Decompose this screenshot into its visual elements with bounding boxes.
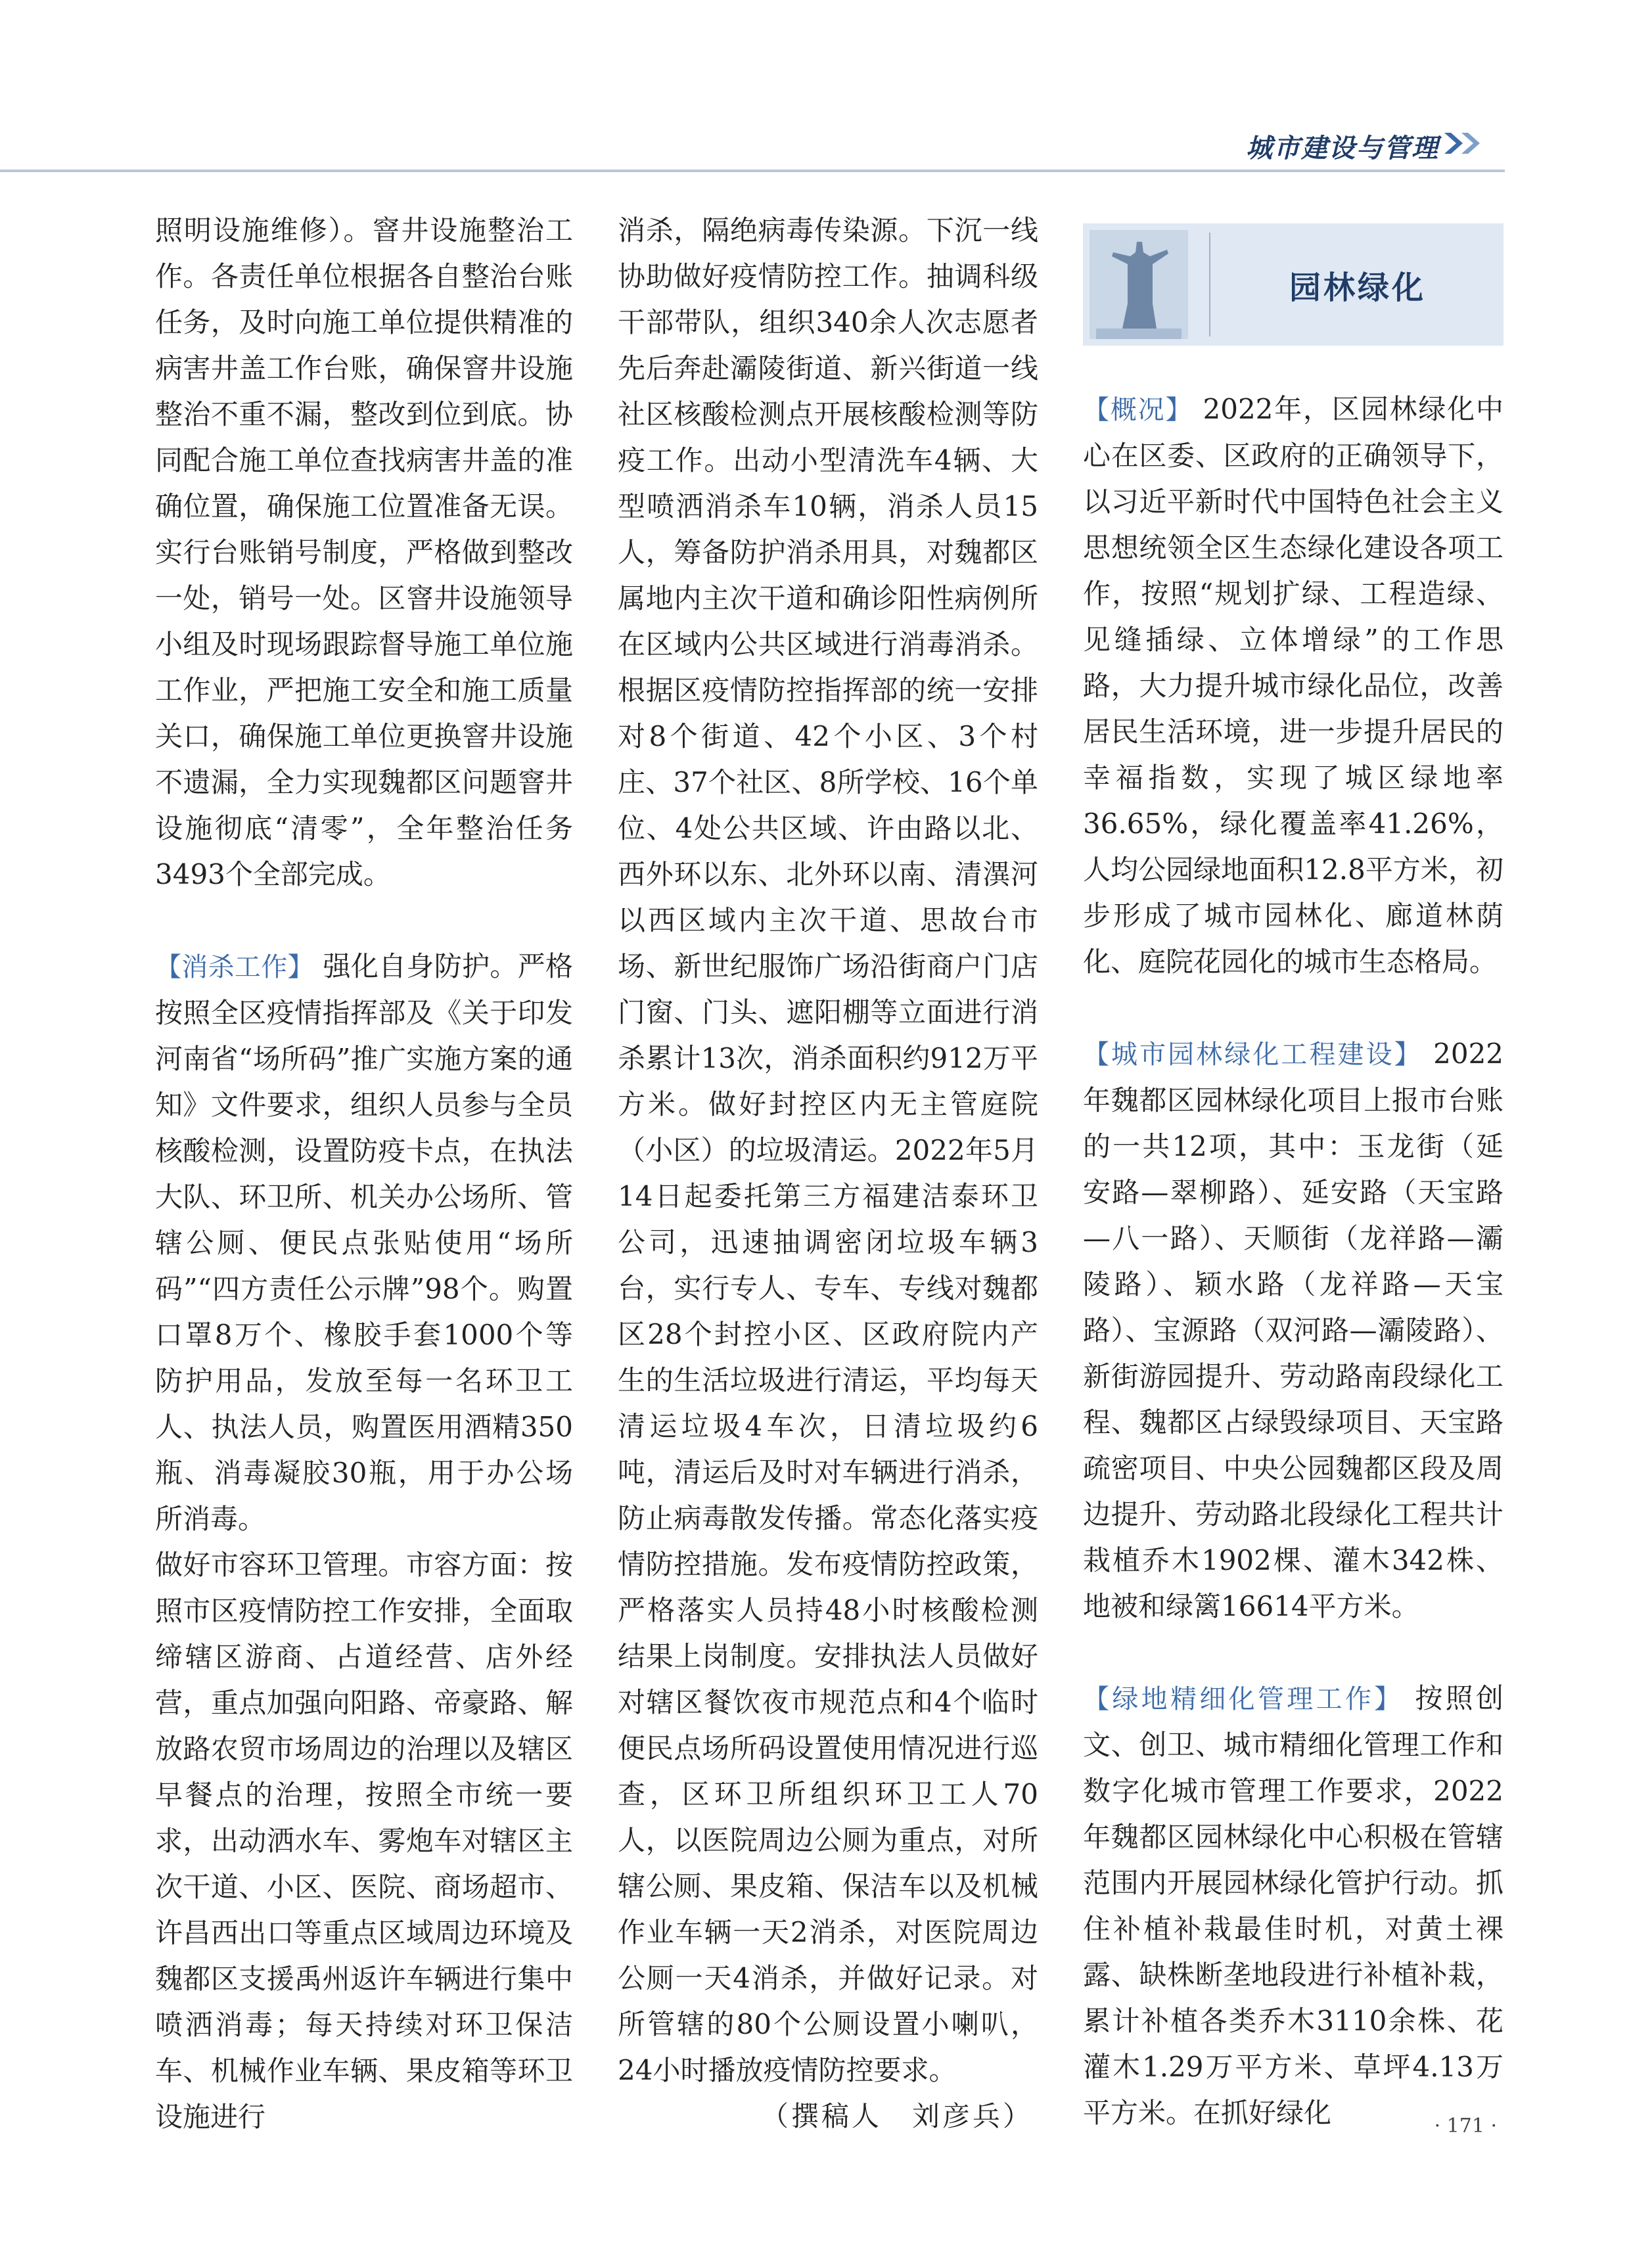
paragraph: 【消杀工作】 强化自身防护。严格按照全区疫情指挥部及《关于印发河南省“场所码”推广实施方案的通知》文件要求，组织人员参与全员核酸检测，设置防疫卡点，在执法大队、环卫所、机关办公场所、管辖公厕、便民点张贴使用“场所码”“四方责任公示牌”98个。购置口罩8万个、橡胶手套1000个等防护用品，发放至每一名环卫工人、执法人员，购置医用酒精350瓶、消毒凝胶30瓶，用于办公场所消毒。 (155, 950, 573, 1535)
paragraph: 【概况】 2022年，区园林绿化中心在区委、区政府的正确领导下，以习近平新时代中国特色社会主义思想统领全区生态绿化建设各项工作，按照“规划扩绿、工程造绿、见缝插绿、立体增绿”的工作思路，大力提升城市绿化品位，改善居民生活环境，进一步提升居民的幸福指数，实现了城区绿地率36.65%，绿化覆盖率41.26%，人均公园绿地面积12.8平方米，初步形成了城市园林化、廊道林荫化、庭院花园化的城市生态格局。 (1083, 393, 1504, 978)
column-right (1083, 386, 1503, 2136)
paragraph: 照明设施维修）。窨井设施整治工作。各责任单位根据各自整治台账任务，及时向施工单位提供精准的病害井盖工作台账，确保窨井设施整治不重不漏，整改到位到底。协同配合施工单位查找病害井盖的准确位置，确保施工位置准备无误。实行台账销号制度，严格做到整改一处，销号一处。区窨井设施领导小组及时现场跟踪督导施工单位施工作业，严把施工安全和施工质量关口，确保施工单位更换窨井设施不遗漏，全力实现魏都区问题窨井设施彻底“清零”，全年整治任务3493个全部完成。 (155, 214, 573, 890)
double-chevron-right-icon (1442, 130, 1485, 156)
section-tag: 【概况】 (1083, 395, 1193, 425)
column-left (155, 208, 573, 2140)
section-tag: 【消杀工作】 (155, 952, 314, 982)
paragraph: 【城市园林绿化工程建设】 2022年魏都区园林绿化项目上报市台账的一共12项，其中：玉龙街（延安路—翠柳路）、延安路（天宝路—八一路）、天顺街（龙祥路—灞陵路）、颖水路（龙祥路—天宝路）、宝源路（双河路—灞陵路）、新街游园提升、劳动路南段绿化工程、魏都区占绿毁绿项目、天宝路疏密项目、中央公园魏都区段及周边提升、劳动路北段绿化工程共计栽植乔木1902棵、灌木342株、地被和绿篱16614平方米。 (1083, 1038, 1504, 1622)
section-tag: 【绿地精细化管理工作】 (1083, 1684, 1404, 1714)
paragraph: 做好市容环卫管理。市容方面：按照市区疫情防控工作安排，全面取缔辖区游商、占道经营、店外经营，重点加强向阳路、帝豪路、解放路农贸市场周边的治理以及辖区早餐点的治理，按照全市统一要求，出动洒水车、雾炮车对辖区主次干道、小区、医院、商场超市、许昌西出口等重点区域周边环境及魏都区支援禹州返许车辆进行集中喷洒消毒；每天持续对环卫保洁车、机械作业车辆、果皮箱等环卫设施进行 (155, 1549, 573, 2133)
column-middle (618, 208, 1038, 2139)
author-credit: （撰稿人 刘彦兵） (760, 2100, 1033, 2132)
banner-divider (1209, 233, 1210, 336)
running-header (1157, 126, 1505, 170)
header-rule (0, 170, 1505, 172)
header-title: 城市建设与管理 (1246, 133, 1439, 164)
page-number: · 171 · (1434, 2115, 1497, 2138)
section-banner (1083, 223, 1503, 346)
section-title: 园林绿化 (1289, 269, 1426, 306)
paragraph: 【绿地精细化管理工作】 按照创文、创卫、城市精细化管理工作和数字化城市管理工作要求，2022年魏都区园林绿化中心积极在管辖范围内开展园林绿化管护行动。抓住补植补栽最佳时机，对黄土裸露、缺株断垄地段进行补植补栽，累计补植各类乔木3110余株、花灌木1.29万平方米、草坪4.13万平方米。在抓好绿化 (1083, 1682, 1503, 2129)
section-tag: 【城市园林绿化工程建设】 (1083, 1040, 1423, 1070)
statue-thumbnail-icon (1090, 230, 1188, 339)
paragraph: 消杀，隔绝病毒传染源。下沉一线协助做好疫情防控工作。抽调科级干部带队，组织340余人次志愿者先后奔赴灞陵街道、新兴街道一线社区核酸检测点开展核酸检测等防疫工作。出动小型清洗车4辆、大型喷洒消杀车10辆，消杀人员15人，筹备防护消杀用具，对魏都区属地内主次干道和确诊阳性病例所在区域内公共区域进行消毒消杀。根据区疫情防控指挥部的统一安排对8个街道、42个小区、3个村庄、37个社区、8所学校、16个单位、4处公共区域、许由路以北、西外环以东、北外环以南、清潩河以西区域内主次干道、思故台市场、新世纪服饰广场沿街商户门店门窗、门头、遮阳棚等立面进行消杀累计13次，消杀面积约912万平方米。做好封控区内无主管庭院（小区）的垃圾清运。2022年5月14日起委托第三方福建洁泰环卫公司，迅速抽调密闭垃圾车辆3台，实行专人、专车、专线对魏都区28个封控小区、区政府院内产生的生活垃圾进行清运，平均每天清运垃圾4车次，日清垃圾约6吨，清运后及时对车辆进行消杀，防止病毒散发传播。常态化落实疫情防控措施。发布疫情防控政策，严格落实人员持48小时核酸检测结果上岗制度。安排执法人员做好对辖区餐饮夜市规范点和4个临时便民点场所码设置使用情况进行巡查，区环卫所组织环卫工人70人，以医院周边公厕为重点，对所辖公厕、果皮箱、保洁车以及机械作业车辆一天2消杀，对医院周边公厕一天4消杀，并做好记录。对所管辖的80个公厕设置小喇叭，24小时播放疫情防控要求。 (618, 214, 1038, 2086)
